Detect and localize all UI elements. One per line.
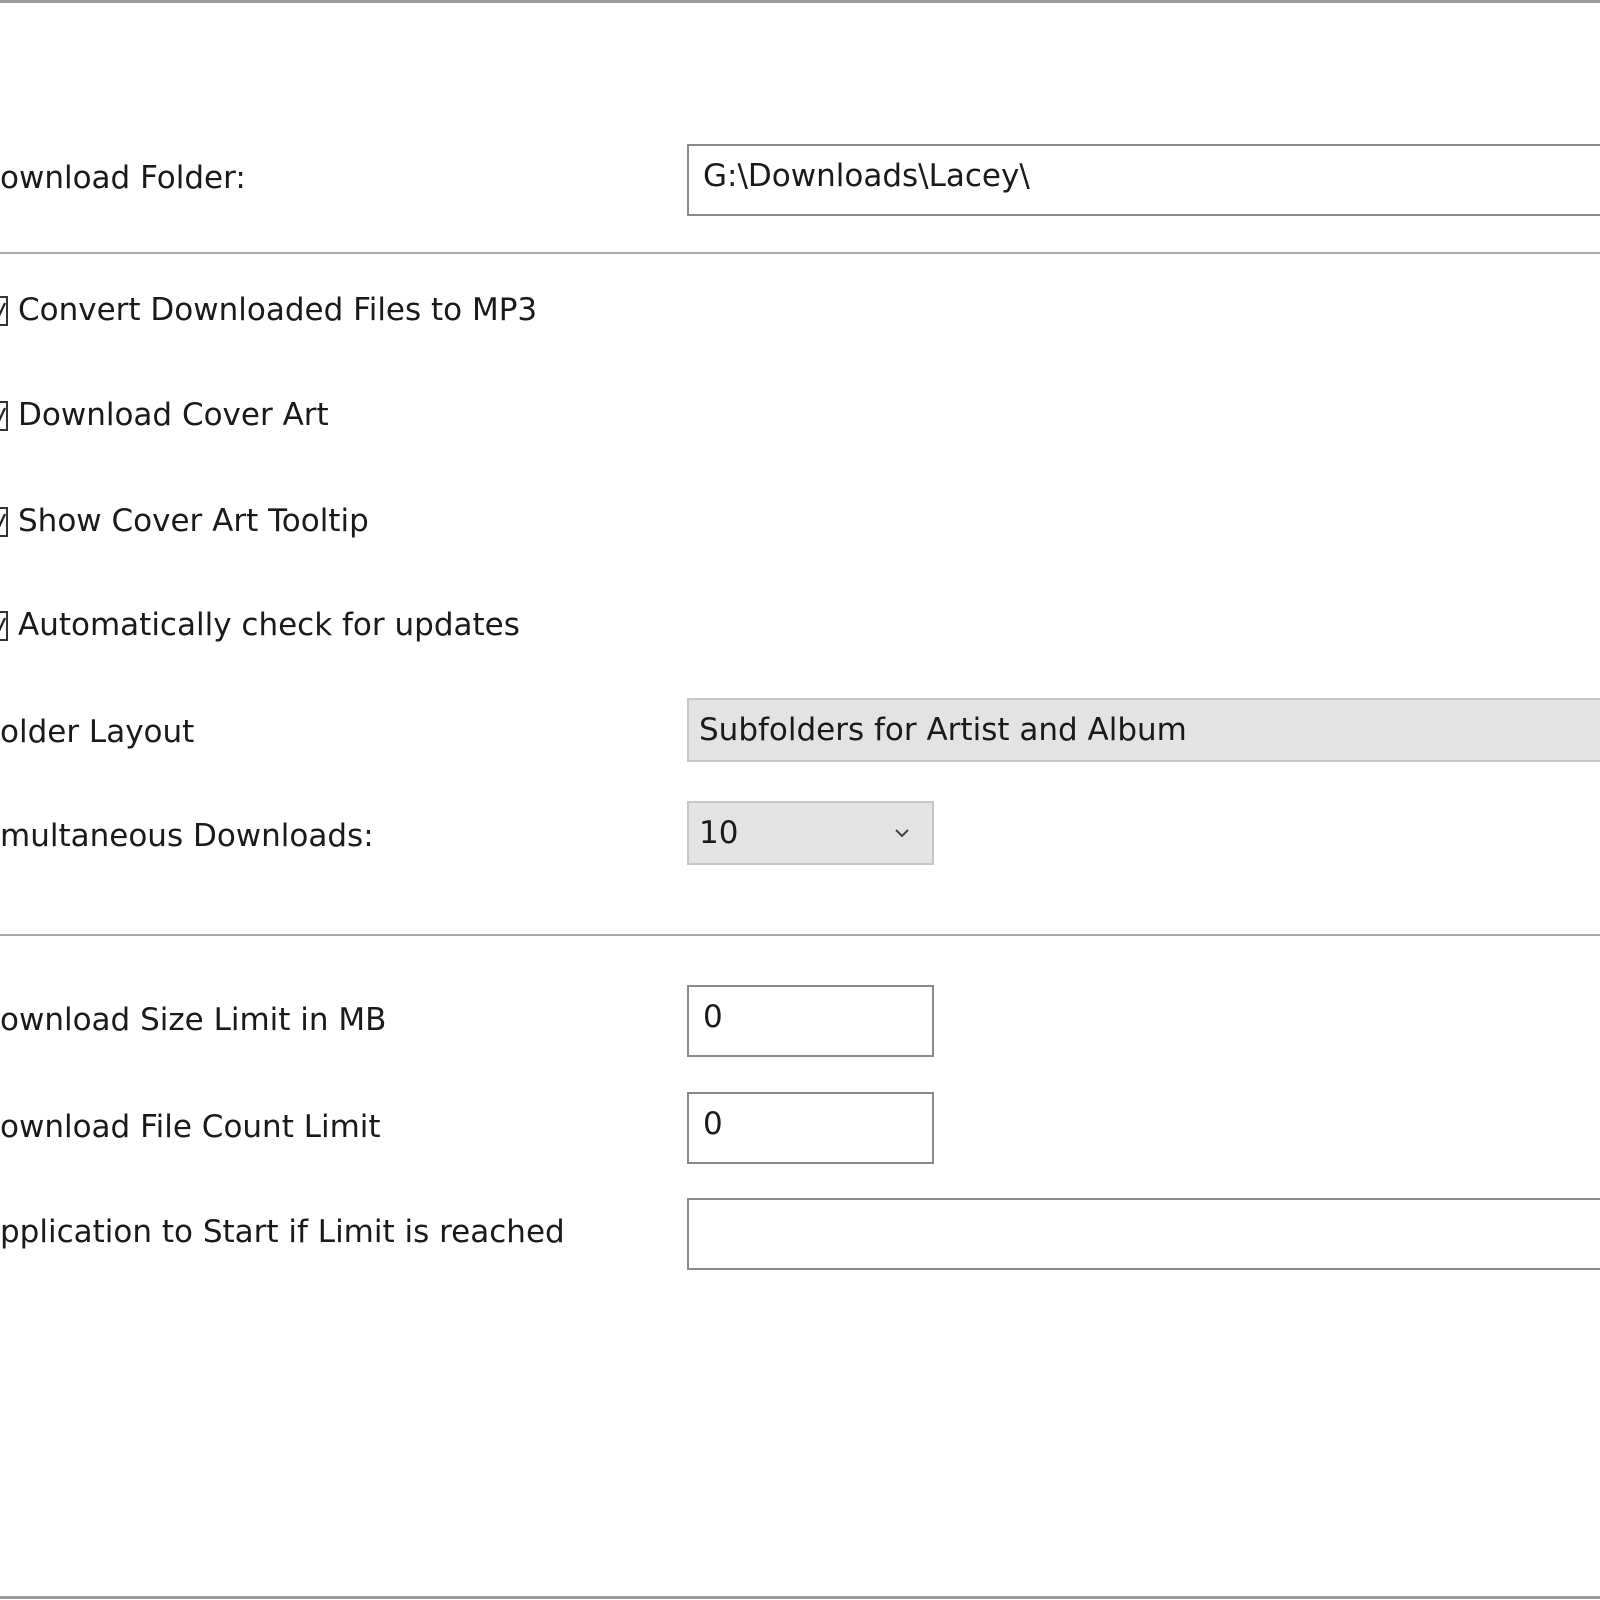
- download-cover-art-checkbox[interactable]: [0, 401, 8, 431]
- file-count-limit-label: ownload File Count Limit: [0, 1109, 381, 1145]
- simultaneous-downloads-label: multaneous Downloads:: [0, 818, 374, 854]
- convert-mp3-label: Convert Downloaded Files to MP3: [18, 292, 538, 328]
- show-cover-tooltip-checkbox[interactable]: [0, 507, 8, 537]
- app-on-limit-label: pplication to Start if Limit is reached: [0, 1214, 565, 1250]
- checkmark-icon: [0, 509, 8, 535]
- auto-check-updates-checkbox[interactable]: [0, 611, 8, 641]
- checkmark-icon: [0, 298, 8, 324]
- size-limit-input[interactable]: [687, 985, 934, 1057]
- folder-layout-value: Subfolders for Artist and Album: [699, 712, 1187, 748]
- download-folder-value: G:\Downloads\Lacey\: [703, 158, 1030, 194]
- chevron-down-icon: [894, 825, 910, 841]
- show-cover-tooltip-checkbox-row[interactable]: [0, 501, 380, 545]
- download-folder-label: ownload Folder:: [0, 160, 246, 196]
- convert-mp3-checkbox[interactable]: [0, 296, 8, 326]
- size-limit-label: ownload Size Limit in MB: [0, 1002, 387, 1038]
- download-cover-art-label: Download Cover Art: [18, 397, 329, 433]
- show-cover-tooltip-label: Show Cover Art Tooltip: [18, 503, 369, 539]
- file-count-limit-value: 0: [703, 1106, 723, 1142]
- simultaneous-downloads-select[interactable]: [687, 801, 934, 865]
- checkmark-icon: [0, 613, 8, 639]
- top-border: [0, 0, 1600, 3]
- app-on-limit-input[interactable]: [687, 1198, 1600, 1270]
- separator-2: [0, 934, 1600, 936]
- bottom-border: [0, 1596, 1600, 1599]
- folder-layout-label: older Layout: [0, 714, 195, 750]
- download-folder-input[interactable]: [687, 144, 1600, 216]
- folder-layout-select[interactable]: [687, 698, 1600, 762]
- download-cover-art-checkbox-row[interactable]: [0, 395, 340, 439]
- auto-check-updates-checkbox-row[interactable]: [0, 605, 520, 649]
- file-count-limit-input[interactable]: [687, 1092, 934, 1164]
- size-limit-value: 0: [703, 999, 723, 1035]
- auto-check-updates-label: Automatically check for updates: [18, 607, 520, 643]
- convert-mp3-checkbox-row[interactable]: [0, 290, 540, 334]
- separator-1: [0, 252, 1600, 254]
- simultaneous-downloads-value: 10: [699, 815, 739, 851]
- checkmark-icon: [0, 403, 8, 429]
